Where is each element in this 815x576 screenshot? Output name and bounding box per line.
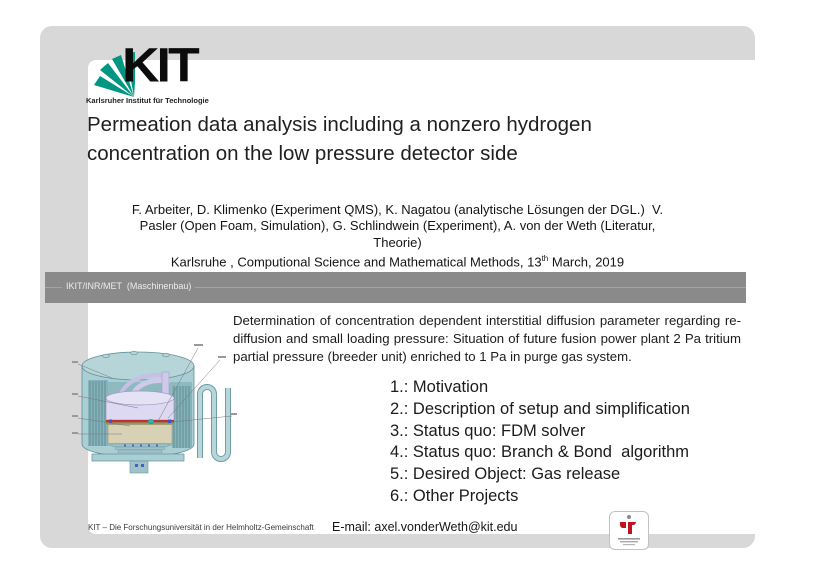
agenda-item-3: 3.: Status quo: FDM solver — [390, 421, 586, 440]
agenda-item-4: 4.: Status quo: Branch & Bond algorithm — [390, 443, 690, 462]
date-superscript: th — [541, 253, 549, 263]
kit-logo-subtitle: Karlsruher Institut für Technologie — [86, 96, 209, 105]
authors-block — [60, 202, 735, 271]
certification-badge-icon — [610, 512, 648, 549]
slide-title-line1: Permeation data analysis including a nonzero hydrogen — [87, 113, 592, 136]
agenda-item-2: 2.: Description of setup and simplification — [390, 399, 690, 418]
footer-affiliation: KIT – Die Forschungsuniversität in der Helmholtz-Gemeinschaft — [88, 523, 314, 532]
certification-badge — [609, 511, 649, 550]
authors-line3: Theorie) — [373, 234, 422, 250]
footer-website-link[interactable]: www.kit.edu — [656, 518, 749, 535]
agenda-item-1: 1.: Motivation — [390, 378, 489, 396]
agenda-list — [390, 377, 690, 508]
department-bar — [45, 272, 746, 303]
apparatus-diagram — [72, 336, 238, 492]
authors-line2: Pasler (Open Foam, Simulation), G. Schlindwein (Experiment), A. von der Weth (Literatur, — [139, 218, 656, 234]
kit-logo — [86, 39, 236, 108]
agenda-item-5: 5.: Desired Object: Gas release — [390, 465, 621, 484]
footer-email-link[interactable]: E-mail: axel.vonderWeth@kit.edu — [332, 520, 518, 534]
department-label: IKIT/INR/MET (Maschinenbau) — [62, 281, 195, 291]
slide-title-line2: concentration on the low pressure detector side — [87, 141, 518, 165]
agenda-item-6: 6.: Other Projects — [390, 486, 519, 505]
authors-line1: F. Arbeiter, D. Klimenko (Experiment QMS), K. Nagatou (analytische Lösungen der DGL.) V. — [131, 202, 664, 217]
date-line: Karlsruhe , Computional Science and Mathematical Methods, 13th March, 2019 — [170, 253, 625, 270]
slide-title — [87, 111, 707, 168]
summary-paragraph: Determination of concentration dependent interstitial diffusion parameter regarding re-diffusion and small loading pressure: Situation of future fusion power plant 2 Pa tritium partial pressure (breeder unit) enriched to 1 Pa in purge gas system. — [233, 313, 741, 364]
kit-logo-text: KIT — [122, 39, 197, 93]
